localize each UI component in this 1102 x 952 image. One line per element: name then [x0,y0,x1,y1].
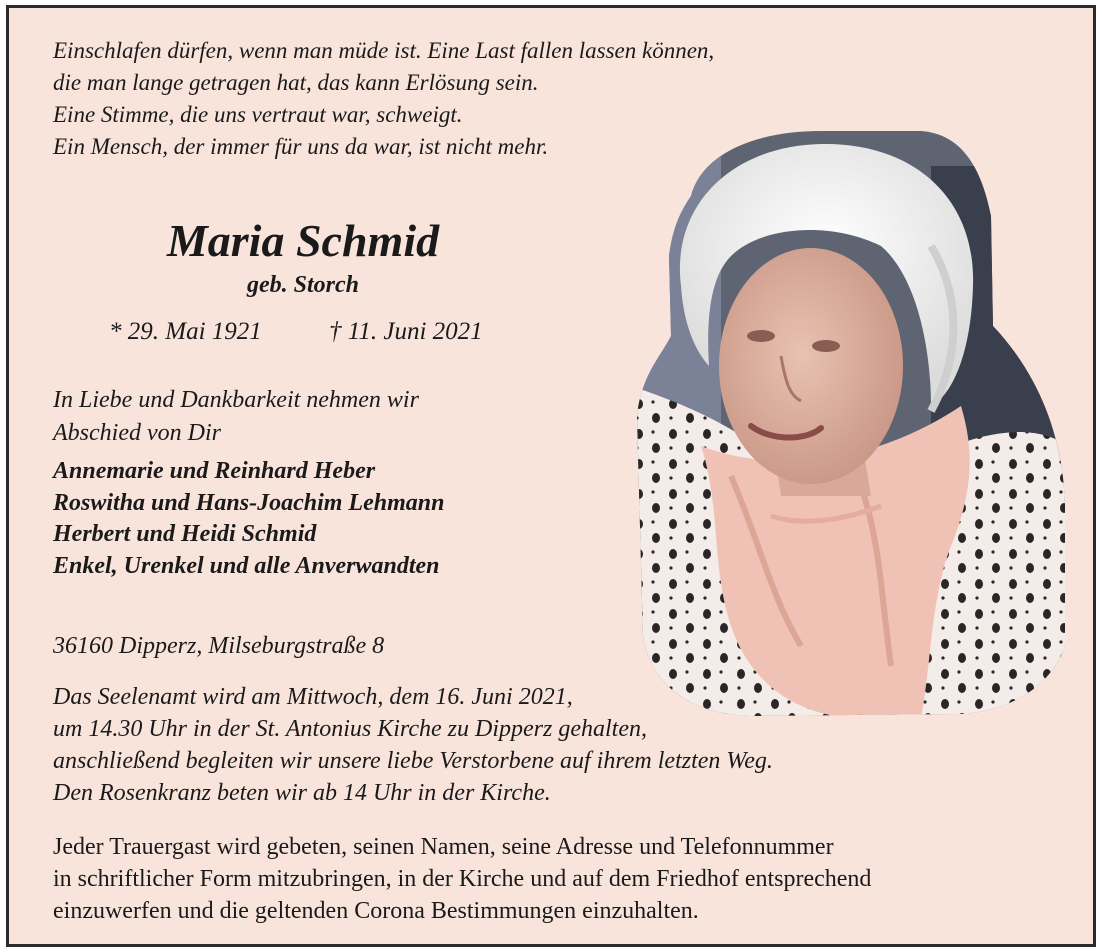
family-list [53,456,444,582]
service-line: Den Rosenkranz beten wir ab 14 Uhr in der Kirche. [53,780,551,806]
address: 36160 Dipperz, Milseburgstraße 8 [53,633,385,659]
birth-date: * 29. Mai 1921 [109,318,262,345]
family-member: Roswitha und Hans-Joachim Lehmann [53,489,445,516]
birth-name: geb. Storch [246,272,359,298]
note-line: einzuwerfen und die geltenden Corona Bestimmungen einzuhalten. [53,898,699,924]
portrait-photo [631,126,1067,718]
service-line: anschließend begleiten wir unsere liebe Verstorbene auf ihrem letzten Weg. [53,748,773,774]
deceased-name: Maria Schmid [166,215,440,266]
service-line: Das Seelenamt wird am Mittwoch, dem 16. Juni 2021, [53,684,573,710]
poem [53,35,714,163]
farewell-line: Abschied von Dir [53,420,221,446]
poem-line: Eine Stimme, die uns vertraut war, schweigt. [53,102,463,127]
family-member: Herbert und Heidi Schmid [53,521,317,547]
corona-note [53,831,871,927]
poem-line: Ein Mensch, der immer für uns da war, ist nicht mehr. [53,134,549,159]
note-line: in schriftlicher Form mitzubringen, in der Kirche und auf dem Friedhof entsprechend [53,866,872,892]
poem-line: die man lange getragen hat, das kann Erlösung sein. [53,70,539,95]
family-member: Annemarie und Reinhard Heber [53,458,376,484]
obituary-card [6,5,1096,947]
death-date: † 11. Juni 2021 [329,318,483,345]
poem-line: Einschlafen dürfen, wenn man müde ist. Eine Last fallen lassen können, [53,38,715,63]
farewell-text [53,384,419,450]
service-line: um 14.30 Uhr in der St. Antonius Kirche zu Dipperz gehalten, [53,716,647,742]
family-member: Enkel, Urenkel und alle Anverwandten [53,552,440,579]
note-line: Jeder Trauergast wird gebeten, seinen Namen, seine Adresse und Telefonnummer [53,834,834,860]
farewell-line: In Liebe und Dankbarkeit nehmen wir [53,387,419,413]
